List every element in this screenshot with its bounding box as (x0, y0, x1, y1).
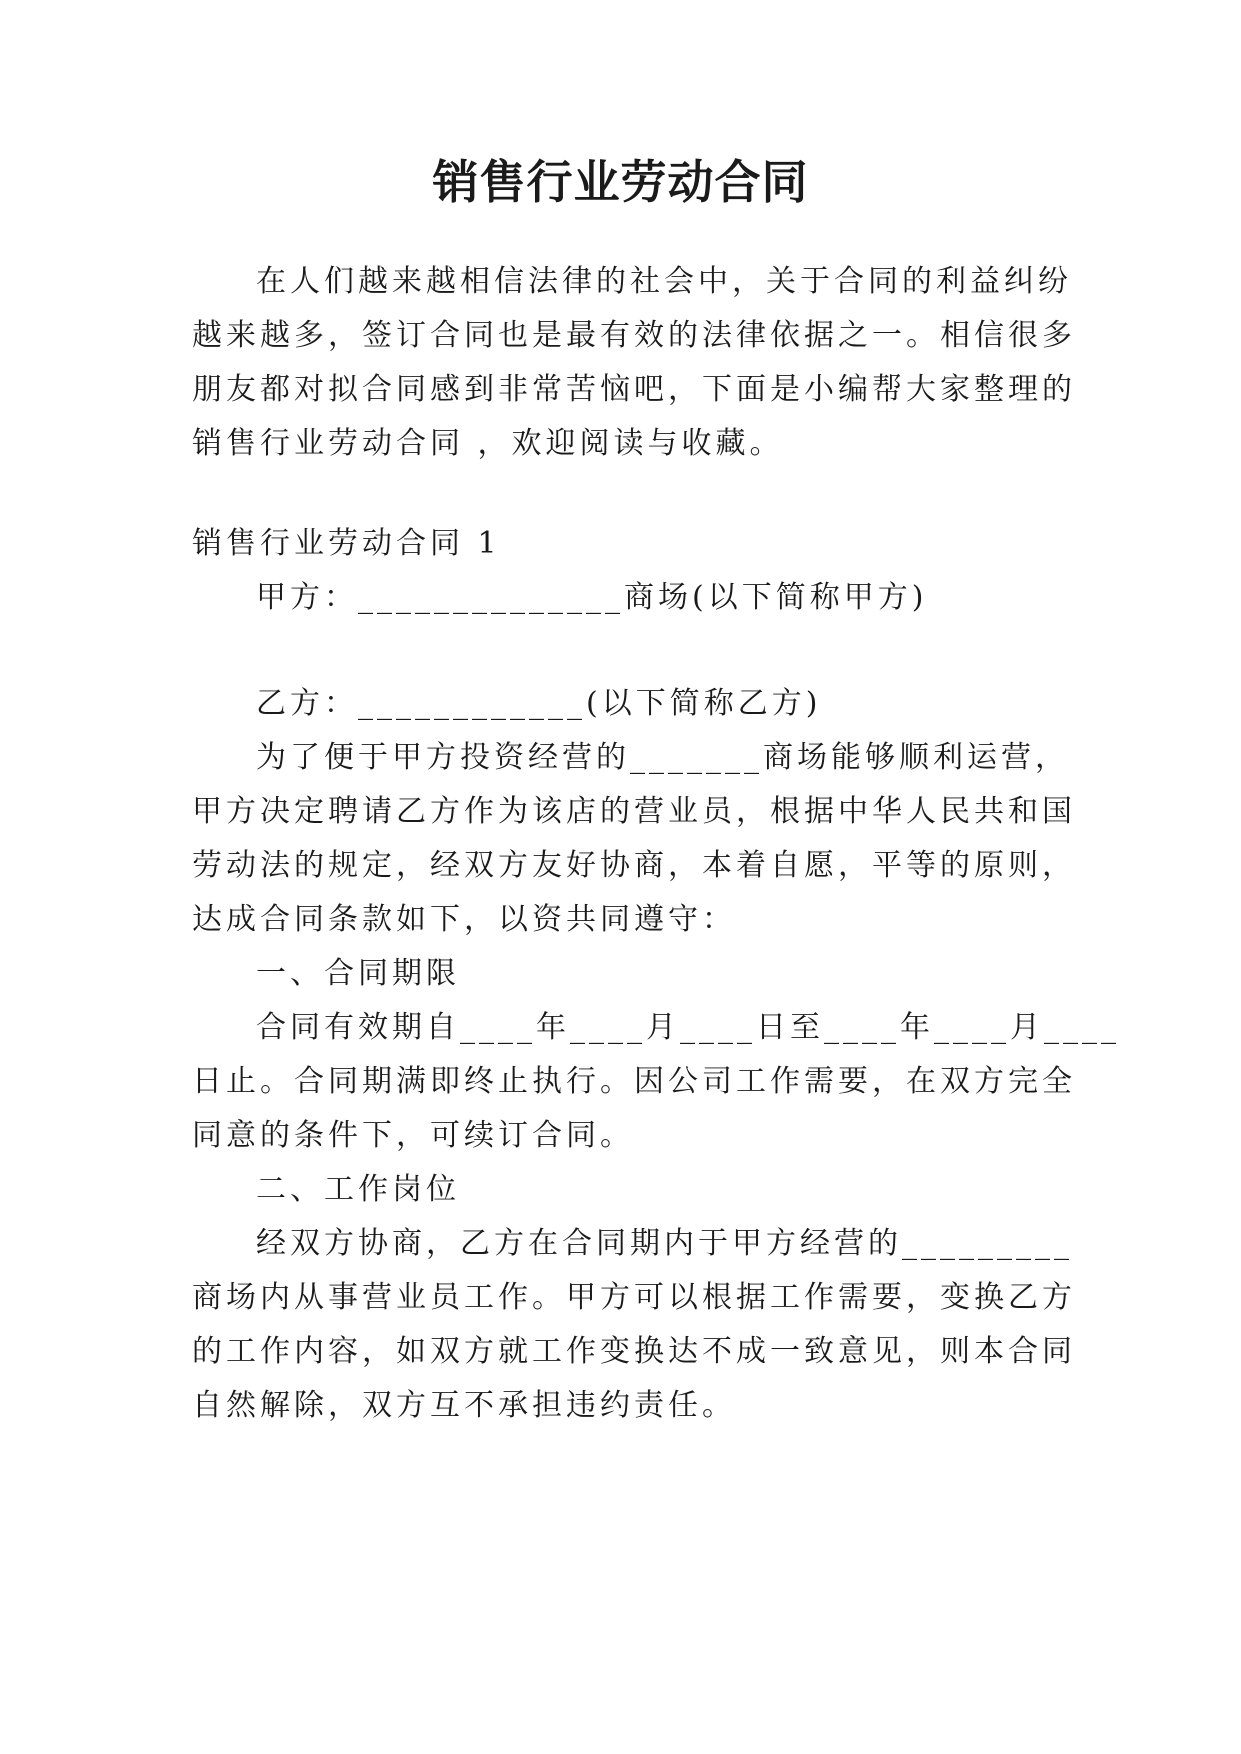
body-line: 为了便于甲方投资经营的_______商场能够顺利运营， (256, 740, 1069, 775)
body-line: 同意的条件下，可续订合同。 (192, 1118, 634, 1153)
intro-line-3: 朋友都对拟合同感到非常苦恼吧，下面是小编帮大家整理的 (192, 372, 1076, 407)
body-line: 商场内从事营业员工作。甲方可以根据工作需要，变换乙方 (192, 1280, 1076, 1315)
clause-heading-position: 二、工作岗位 (256, 1172, 460, 1207)
party-a-line: 甲方：______________商场(以下简称甲方) (256, 580, 928, 615)
body-line: 甲方决定聘请乙方作为该店的营业员，根据中华人民共和国 (192, 794, 1076, 829)
body-line: 达成合同条款如下，以资共同遵守： (192, 902, 736, 937)
body-line: 自然解除，双方互不承担违约责任。 (192, 1388, 736, 1423)
body-line: 日止。合同期满即终止执行。因公司工作需要，在双方完全 (192, 1064, 1076, 1099)
body-line: 的工作内容，如双方就工作变换达不成一致意见，则本合同 (192, 1334, 1076, 1369)
intro-line-2: 越来越多，签订合同也是最有效的法律依据之一。相信很多 (192, 318, 1076, 353)
intro-line-4: 销售行业劳动合同 ，欢迎阅读与收藏。 (192, 426, 784, 461)
body-line: 合同有效期自____年____月____日至____年____月____ (256, 1010, 1120, 1045)
party-b-line: 乙方：____________(以下简称乙方) (256, 686, 822, 721)
document-title: 销售行业劳动合同 (432, 155, 809, 209)
intro-line-1: 在人们越来越相信法律的社会中，关于合同的利益纠纷 (256, 264, 1072, 299)
body-line: 经双方协商，乙方在合同期内于甲方经营的_________ (256, 1226, 1073, 1261)
body-line: 劳动法的规定，经双方友好协商，本着自愿，平等的原则， (192, 848, 1076, 883)
section-heading: 销售行业劳动合同 1 (192, 526, 501, 561)
clause-heading-term: 一、合同期限 (256, 956, 460, 991)
